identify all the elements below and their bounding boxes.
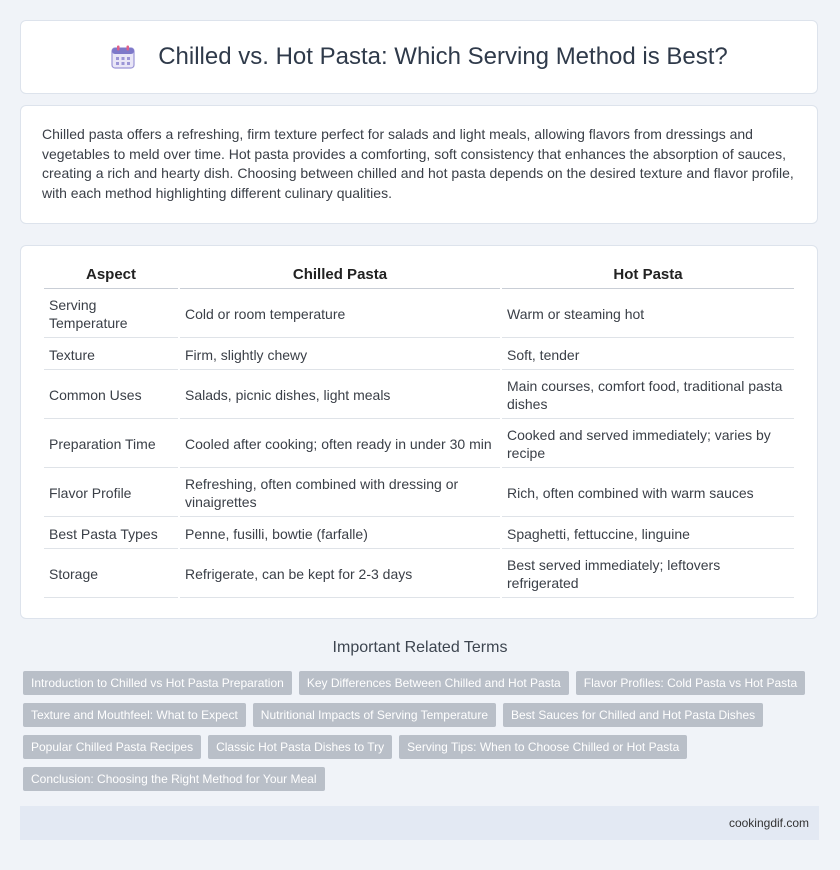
column-header-aspect: Aspect	[44, 262, 178, 289]
table-cell-chilled: Salads, picnic dishes, light meals	[180, 372, 500, 419]
table-row	[44, 470, 794, 517]
footer	[20, 806, 819, 840]
table-cell-hot: Main courses, comfort food, traditional pasta dishes	[502, 372, 794, 419]
header-card	[20, 20, 818, 94]
table-header-row	[44, 262, 794, 289]
table-cell-hot: Cooked and served immediately; varies by recipe	[502, 421, 794, 468]
related-term-link[interactable]: Texture and Mouthfeel: What to Expect	[23, 703, 246, 727]
column-header-hot: Hot Pasta	[502, 262, 794, 289]
table-row	[44, 421, 794, 468]
related-terms-heading: Important Related Terms	[332, 639, 508, 656]
calendar-icon	[110, 44, 136, 70]
related-term-link[interactable]: Nutritional Impacts of Serving Temperature	[253, 703, 496, 727]
related-term-link[interactable]: Best Sauces for Chilled and Hot Pasta Dishes	[503, 703, 763, 727]
comparison-table-card	[20, 245, 818, 619]
table-cell-hot: Rich, often combined with warm sauces	[502, 470, 794, 517]
table-row	[44, 340, 794, 370]
intro-paragraph: Chilled pasta offers a refreshing, firm texture perfect for salads and light meals, allowing flavors from dressings and vegetables to meld over time. Hot pasta provides a comforting, soft consistency that enhances the absorption of sauces, creating a rich and hearty dish. Choosing between chilled and hot pasta depends on the desired texture and flavor profile, with each method highlighting different culinary qualities.	[42, 126, 794, 201]
table-cell-hot: Soft, tender	[502, 340, 794, 370]
table-cell-hot: Spaghetti, fettuccine, linguine	[502, 519, 794, 549]
table-cell-chilled: Firm, slightly chewy	[180, 340, 500, 370]
intro-card	[20, 105, 818, 224]
related-term-link[interactable]: Popular Chilled Pasta Recipes	[23, 735, 201, 759]
column-header-chilled: Chilled Pasta	[180, 262, 500, 289]
table-cell-aspect: Preparation Time	[44, 421, 178, 468]
table-cell-aspect: Common Uses	[44, 372, 178, 419]
table-row	[44, 551, 794, 598]
related-term-link[interactable]: Flavor Profiles: Cold Pasta vs Hot Pasta	[576, 671, 805, 695]
related-term-link[interactable]: Introduction to Chilled vs Hot Pasta Preparation	[23, 671, 292, 695]
related-term-link[interactable]: Classic Hot Pasta Dishes to Try	[208, 735, 392, 759]
related-terms-list	[23, 671, 823, 791]
page-title: Chilled vs. Hot Pasta: Which Serving Method is Best?	[158, 43, 728, 70]
comparison-table	[42, 260, 796, 600]
table-row	[44, 372, 794, 419]
related-term-link[interactable]: Key Differences Between Chilled and Hot Pasta	[299, 671, 569, 695]
table-cell-chilled: Refreshing, often combined with dressing or vinaigrettes	[180, 470, 500, 517]
table-cell-chilled: Penne, fusilli, bowtie (farfalle)	[180, 519, 500, 549]
table-cell-aspect: Texture	[44, 340, 178, 370]
table-cell-chilled: Cooled after cooking; often ready in under 30 min	[180, 421, 500, 468]
table-row	[44, 291, 794, 338]
table-cell-hot: Warm or steaming hot	[502, 291, 794, 338]
table-cell-hot: Best served immediately; leftovers refrigerated	[502, 551, 794, 598]
table-cell-aspect: Serving Temperature	[44, 291, 178, 338]
footer-site-link[interactable]: cookingdif.com	[728, 816, 809, 830]
table-cell-aspect: Best Pasta Types	[44, 519, 178, 549]
table-cell-aspect: Storage	[44, 551, 178, 598]
table-cell-aspect: Flavor Profile	[44, 470, 178, 517]
table-cell-chilled: Refrigerate, can be kept for 2-3 days	[180, 551, 500, 598]
related-term-link[interactable]: Conclusion: Choosing the Right Method for Your Meal	[23, 767, 325, 791]
related-term-link[interactable]: Serving Tips: When to Choose Chilled or Hot Pasta	[399, 735, 687, 759]
table-row	[44, 519, 794, 549]
table-cell-chilled: Cold or room temperature	[180, 291, 500, 338]
